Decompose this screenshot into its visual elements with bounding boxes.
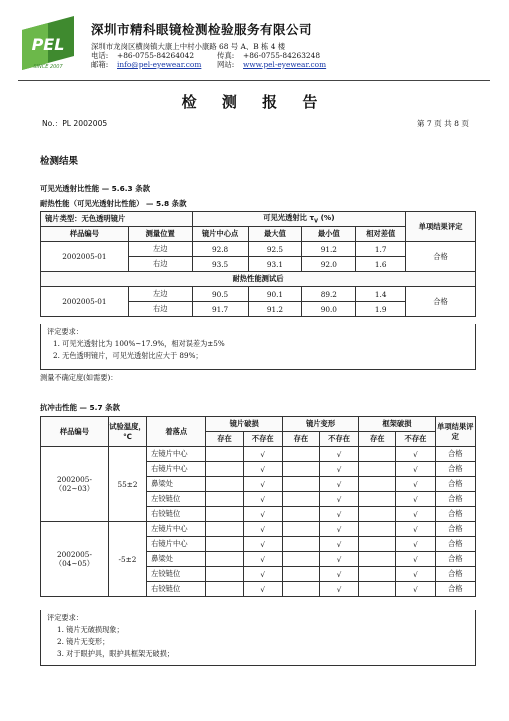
col-header-exist: 存在 [359,432,396,447]
lens-deform-notexist-cell: √ [319,567,358,582]
impact-table [40,416,476,597]
frame-break-exist-cell [359,522,396,537]
header-divider [18,80,490,81]
impact-requirements [40,610,476,666]
col-header-verdict: 单项结果评定 [435,417,475,447]
verdict-header: 单项结果评定 [406,212,476,242]
value-cell: 92.8 [192,242,248,257]
page-indicator: 第 7 页 共 8 页 [416,119,469,128]
group-header-text: 可见光透射比 τ [263,213,315,223]
company-name: 深圳市精科眼镜检测检验服务有限公司 [91,22,313,37]
requirement-item: 1. 镜片无破损现象； [57,625,124,634]
lens-break-notexist-cell: √ [243,552,282,567]
col-header-group: 框架破损 [359,417,435,432]
lens-deform-notexist-cell: √ [319,447,358,462]
value-cell: 1.9 [356,302,406,317]
verdict-cell: 合格 [435,552,475,567]
phone-label: 电话: [91,51,109,60]
frame-break-exist-cell [359,552,396,567]
frame-break-notexist-cell: √ [396,522,435,537]
col-header: 最小值 [302,227,356,242]
svg-text:SINCE 2007: SINCE 2007 [33,64,63,70]
transmittance-group-header [192,212,406,227]
lens-deform-exist-cell [282,537,319,552]
report-title: 检 测 报 告 [181,93,328,111]
frame-break-notexist-cell: √ [396,462,435,477]
col-header-exist: 存在 [282,432,319,447]
value-cell: 93.1 [248,257,302,272]
company-address: 深圳市龙岗区横岗镇大康上中村小康路 68 号 A、B 栋 4 楼 [91,42,286,51]
frame-break-exist-cell [359,477,396,492]
impact-point: 右铰链位 [147,582,206,597]
lens-deform-exist-cell [282,462,319,477]
sample-id: 2002005-01 [41,242,129,272]
web-link[interactable]: www.pel-eyewear.com [243,60,327,69]
frame-break-notexist-cell: √ [396,447,435,462]
col-header-group: 镜片破损 [206,417,282,432]
col-header: 相对差值 [356,227,406,242]
sample-id: 2002005-01 [41,287,129,317]
company-contact [91,42,326,69]
lens-deform-notexist-cell: √ [319,462,358,477]
value-cell: 91.7 [192,302,248,317]
position-cell: 右边 [128,257,192,272]
lens-deform-exist-cell [282,477,319,492]
verdict-cell: 合格 [435,537,475,552]
company-logo [18,12,78,74]
frame-break-notexist-cell: √ [396,582,435,597]
verdict-cell: 合格 [435,507,475,522]
group-header-sub: V [314,218,319,225]
lens-break-exist-cell [206,462,243,477]
lens-break-notexist-cell: √ [243,522,282,537]
value-cell: 1.7 [356,242,406,257]
value-cell: 91.2 [248,302,302,317]
impact-point: 鼻梁处 [147,552,206,567]
lens-deform-exist-cell [282,492,319,507]
lens-break-notexist-cell: √ [243,462,282,477]
lens-break-exist-cell [206,567,243,582]
lens-type: 镜片类型：无色透明镜片 [41,212,193,227]
lens-break-notexist-cell: √ [243,567,282,582]
lens-break-exist-cell [206,492,243,507]
verdict-cell: 合格 [406,287,476,317]
impact-point: 左镜片中心 [147,447,206,462]
impact-heading: 抗冲击性能 — 5.7 条款 [40,403,120,412]
impact-point: 右镜片中心 [147,537,206,552]
impact-point: 鼻梁处 [147,477,206,492]
transmittance-heading: 可见光透射比性能 — 5.6.3 条款 [40,184,151,193]
lens-break-exist-cell [206,447,243,462]
report-number-value: PL 2002005 [62,119,108,128]
value-cell: 92.0 [302,257,356,272]
impact-point: 右铰链位 [147,507,206,522]
email-link[interactable]: info@pel-eyewear.com [117,60,202,69]
heat-resistance-heading: 耐热性能（可见光透射比性能） — 5.8 条款 [40,199,187,208]
lens-deform-exist-cell [282,552,319,567]
impact-body [41,447,476,597]
frame-break-exist-cell [359,567,396,582]
requirement-item: 2. 镜片无变形； [57,637,110,646]
web-label: 网站: [217,60,235,69]
lens-deform-notexist-cell: √ [319,582,358,597]
lens-deform-exist-cell [282,582,319,597]
lens-deform-exist-cell [282,522,319,537]
frame-break-exist-cell [359,582,396,597]
fax-value: +86-0755-84263248 [243,51,321,60]
group-header-unit: (%) [318,213,335,223]
lens-deform-notexist-cell: √ [319,492,358,507]
frame-break-notexist-cell: √ [396,537,435,552]
frame-break-exist-cell [359,507,396,522]
table-row [41,447,476,462]
test-temperature: -5±2 [108,522,146,597]
frame-break-notexist-cell: √ [396,492,435,507]
svg-text:PEL: PEL [31,35,65,54]
col-header: 最大值 [248,227,302,242]
col-header-notexist: 不存在 [319,432,358,447]
transmittance-table [40,211,476,317]
measurement-uncertainty: 测量不确定度(如需要)： [40,373,118,382]
col-header-notexist: 不存在 [243,432,282,447]
lens-deform-notexist-cell: √ [319,552,358,567]
impact-point: 左铰链位 [147,492,206,507]
col-header: 镜片中心点 [192,227,248,242]
requirements-title: 评定要求： [47,613,83,622]
table-row [41,287,476,302]
after-heat-test-row: 耐热性能测试后 [41,272,476,287]
table-row [41,522,476,537]
lens-break-exist-cell [206,507,243,522]
frame-break-notexist-cell: √ [396,552,435,567]
col-header-notexist: 不存在 [396,432,435,447]
requirement-item: 2. 无色透明镜片，可见光透射比应大于 89%； [53,351,203,360]
requirement-item: 1. 可见光透射比为 100%~17.9%，相对误差为±5% [53,339,225,348]
position-cell: 左边 [128,242,192,257]
col-header: 样品编号 [41,227,129,242]
fax-label: 传真: [217,51,235,60]
lens-break-exist-cell [206,582,243,597]
verdict-cell: 合格 [435,492,475,507]
lens-deform-notexist-cell: √ [319,507,358,522]
value-cell: 1.6 [356,257,406,272]
frame-break-exist-cell [359,447,396,462]
report-number-label: No.： [42,119,63,128]
impact-point: 右镜片中心 [147,462,206,477]
requirement-item: 3. 对于眼护具，眼护具框架无破损； [57,649,174,658]
impact-point: 左铰链位 [147,567,206,582]
value-cell: 93.5 [192,257,248,272]
value-cell: 90.0 [302,302,356,317]
value-cell: 1.4 [356,287,406,302]
value-cell: 90.1 [248,287,302,302]
lens-break-exist-cell [206,537,243,552]
lens-deform-notexist-cell: √ [319,477,358,492]
verdict-cell: 合格 [435,582,475,597]
verdict-cell: 合格 [435,477,475,492]
lens-break-notexist-cell: √ [243,477,282,492]
lens-break-notexist-cell: √ [243,537,282,552]
value-cell: 90.5 [192,287,248,302]
test-temperature: 55±2 [108,447,146,522]
transmittance-requirements [40,324,476,370]
sample-id: 2002005-（02~03） [41,447,109,522]
lens-break-exist-cell [206,477,243,492]
requirements-title: 评定要求： [47,327,83,336]
table-row [41,242,476,257]
value-cell: 92.5 [248,242,302,257]
report-number [42,118,107,129]
lens-break-notexist-cell: √ [243,447,282,462]
results-title: 检测结果 [40,156,79,167]
phone-value: +86-0755-84264042 [117,51,195,60]
sample-id: 2002005-（04~05） [41,522,109,597]
verdict-cell: 合格 [435,522,475,537]
lens-deform-notexist-cell: √ [319,522,358,537]
lens-deform-exist-cell [282,447,319,462]
col-header-group: 镜片变形 [282,417,358,432]
col-header: 测量位置 [128,227,192,242]
lens-break-notexist-cell: √ [243,492,282,507]
lens-break-exist-cell [206,552,243,567]
frame-break-exist-cell [359,462,396,477]
verdict-cell: 合格 [435,462,475,477]
lens-break-exist-cell [206,522,243,537]
value-cell: 89.2 [302,287,356,302]
col-header-temp: 试验温度，℃ [108,417,146,447]
lens-break-notexist-cell: √ [243,507,282,522]
verdict-cell: 合格 [435,447,475,462]
col-header-point: 着落点 [147,417,206,447]
frame-break-exist-cell [359,537,396,552]
position-cell: 左边 [128,287,192,302]
lens-deform-exist-cell [282,567,319,582]
position-cell: 右边 [128,302,192,317]
col-header-sample: 样品编号 [41,417,109,447]
frame-break-notexist-cell: √ [396,567,435,582]
verdict-cell: 合格 [406,242,476,272]
verdict-cell: 合格 [435,567,475,582]
email-label: 邮箱: [91,60,109,69]
frame-break-exist-cell [359,492,396,507]
frame-break-notexist-cell: √ [396,507,435,522]
value-cell: 91.2 [302,242,356,257]
impact-point: 左镜片中心 [147,522,206,537]
lens-deform-notexist-cell: √ [319,537,358,552]
lens-deform-exist-cell [282,507,319,522]
frame-break-notexist-cell: √ [396,477,435,492]
lens-break-notexist-cell: √ [243,582,282,597]
col-header-exist: 存在 [206,432,243,447]
